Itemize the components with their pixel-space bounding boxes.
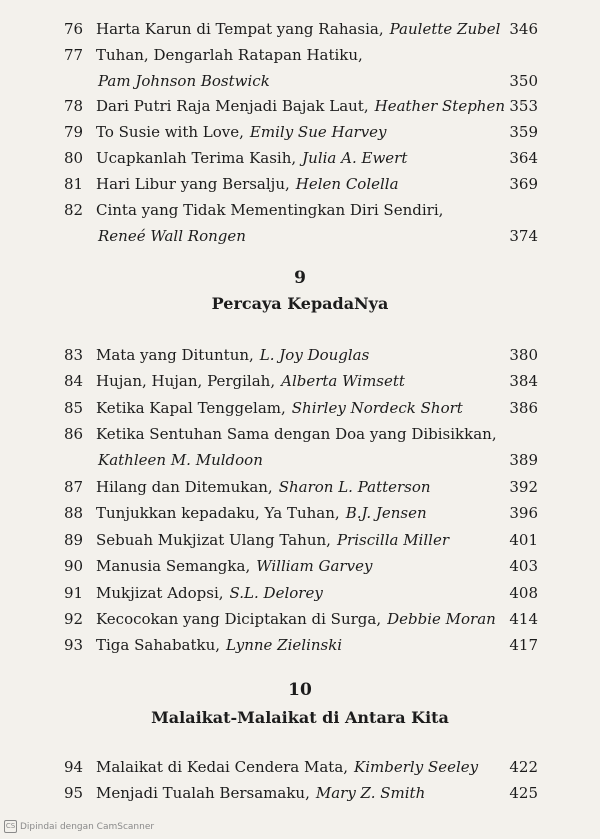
entry-author: Paulette Zubel [389, 20, 501, 38]
entry-page: 403 [509, 557, 538, 576]
entry-number: 84 [64, 372, 84, 391]
entry-author: Heather Stephen [374, 97, 505, 116]
entry-page: 425 [509, 784, 538, 802]
entry-page: 359 [509, 123, 538, 142]
entry-page: 353 [509, 97, 538, 116]
entry-title: Kecocokan yang Diciptakan di Surga, [96, 610, 382, 628]
entry-number: 80 [64, 149, 84, 167]
entry-page: 374 [509, 226, 538, 245]
scanner-text: Dipindai dengan CamScanner [20, 821, 155, 832]
entry-title: Malaikat di Kedai Cendera Mata, [96, 758, 349, 776]
entry-title: Hilang dan Ditemukan, [96, 478, 273, 496]
entry-number: 89 [64, 530, 84, 549]
entry-author: L. Joy Douglas [259, 346, 370, 364]
entry-page: 408 [509, 583, 538, 602]
entry-title: Sebuah Mukjizat Ulang Tahun, [96, 530, 331, 549]
chapter-10-number: 10 [288, 680, 312, 700]
entry-title: Menjadi Tualah Bersamaku, [96, 784, 310, 802]
entry-title: Tiga Sahabatku, [96, 636, 221, 655]
entry-page: 386 [509, 398, 538, 417]
entry-author: Shirley Nordeck Short [291, 398, 463, 417]
entry-number: 93 [64, 636, 84, 655]
entry-number: 82 [64, 200, 84, 219]
entry-page: 414 [509, 610, 538, 628]
entry-number: 81 [64, 174, 84, 193]
entry-author: Priscilla Miller [336, 530, 449, 549]
entry-title: Hari Libur yang Bersalju, [96, 174, 290, 193]
entry-author: B.J. Jensen [345, 504, 427, 523]
entry-title: Mukjizat Adopsi, [96, 583, 224, 602]
entry-number: 90 [64, 557, 84, 576]
entry-author: Lynne Zielinski [226, 636, 343, 655]
entry-title: Ketika Kapal Tenggelam, [96, 398, 286, 417]
entry-author: Kathleen M. Muldoon [98, 451, 263, 470]
entry-title: Tunjukkan kepadaku, Ya Tuhan, [96, 504, 340, 523]
entry-number: 86 [64, 425, 84, 444]
entry-page: 364 [509, 149, 538, 167]
entry-number: 88 [64, 504, 84, 523]
entry-page: 369 [509, 174, 538, 193]
entry-number: 77 [64, 45, 84, 64]
entry-number: 76 [64, 20, 84, 38]
entry-page: 380 [509, 346, 538, 364]
entry-number: 83 [64, 346, 84, 364]
entry-number: 78 [64, 97, 84, 116]
entry-number: 95 [64, 784, 84, 802]
entry-number: 94 [64, 758, 84, 776]
entry-page: 392 [509, 478, 538, 496]
entry-page: 384 [509, 372, 538, 391]
entry-page: 346 [509, 20, 538, 38]
entry-title: Ketika Sentuhan Sama dengan Doa yang Dibisikkan, [96, 425, 497, 444]
entry-title: Hujan, Hujan, Pergilah, [96, 372, 276, 391]
entry-title: Tuhan, Dengarlah Ratapan Hatiku, [96, 45, 363, 64]
entry-page: 417 [509, 636, 538, 655]
scanner-watermark [4, 820, 154, 833]
entry-title: Dari Putri Raja Menjadi Bajak Laut, [96, 97, 369, 116]
entry-title: Harta Karun di Tempat yang Rahasia, [96, 20, 384, 38]
entry-author: Pam Johnson Bostwick [98, 71, 270, 90]
chapter-9-number: 9 [294, 268, 306, 288]
entry-page: 401 [509, 530, 538, 549]
entry-title: To Susie with Love, [96, 123, 244, 142]
entry-title: Cinta yang Tidak Mementingkan Diri Sendiri, [96, 200, 444, 219]
entry-author: Debbie Moran [387, 610, 496, 628]
camscanner-icon: CS [4, 820, 17, 833]
entry-number: 79 [64, 123, 84, 142]
entry-title: Ucapkanlah Terima Kasih, [96, 149, 297, 167]
entry-author: Sharon L. Patterson [278, 478, 431, 496]
entry-title: Manusia Semangka, [96, 557, 251, 576]
entry-page: 350 [509, 71, 538, 90]
entry-author: Kimberly Seeley [354, 758, 479, 776]
entry-page: 422 [509, 758, 538, 776]
entry-author: Helen Colella [295, 174, 399, 193]
entry-author: Emily Sue Harvey [249, 123, 387, 142]
entry-author: William Garvey [256, 557, 373, 576]
entry-author: Mary Z. Smith [315, 784, 426, 802]
entry-author: S.L. Delorey [229, 583, 323, 602]
entry-author: Alberta Wimsett [281, 372, 405, 391]
entry-number: 92 [64, 610, 84, 628]
chapter-9-title: Percaya KepadaNya [211, 294, 389, 313]
entry-number: 85 [64, 398, 84, 417]
entry-number: 87 [64, 478, 84, 496]
entry-title: Mata yang Dituntun, [96, 346, 254, 364]
entry-author: Reneé Wall Rongen [98, 226, 246, 245]
entry-author: Julia A. Ewert [302, 149, 408, 167]
entry-page: 389 [509, 451, 538, 470]
entry-number: 91 [64, 583, 84, 602]
chapter-10-title: Malaikat-Malaikat di Antara Kita [151, 708, 449, 727]
entry-page: 396 [509, 504, 538, 523]
